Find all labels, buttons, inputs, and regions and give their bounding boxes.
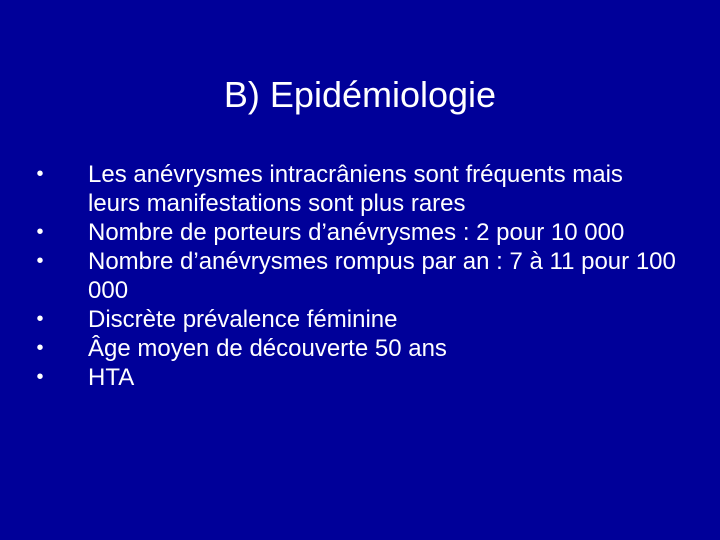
bullet-item (30, 247, 680, 305)
slide-title: B) Epidémiologie (223, 74, 497, 115)
bullet-icon: • (36, 221, 44, 243)
bullet-text: Nombre d’anévrysmes rompus par an : 7 à 11 pour 100 000 (88, 248, 676, 304)
bullet-list (30, 160, 680, 392)
bullet-text: Âge moyen de découverte 50 ans (88, 335, 447, 362)
bullet-icon: • (36, 366, 44, 388)
bullet-item (30, 363, 680, 392)
bullet-item (30, 334, 680, 363)
bullet-item (30, 305, 680, 334)
bullet-item (30, 160, 680, 218)
bullet-icon: • (36, 163, 44, 185)
bullet-text: HTA (88, 364, 135, 391)
bullet-text: Nombre de porteurs d’anévrysmes : 2 pour 10 000 (88, 219, 625, 246)
bullet-text: Discrète prévalence féminine (88, 306, 398, 333)
bullet-item (30, 218, 680, 247)
bullet-icon: • (36, 250, 44, 272)
bullet-icon: • (36, 308, 44, 330)
bullet-icon: • (36, 337, 44, 359)
bullet-text: Les anévrysmes intracrâniens sont fréquents mais leurs manifestations sont plus rares (88, 161, 623, 217)
